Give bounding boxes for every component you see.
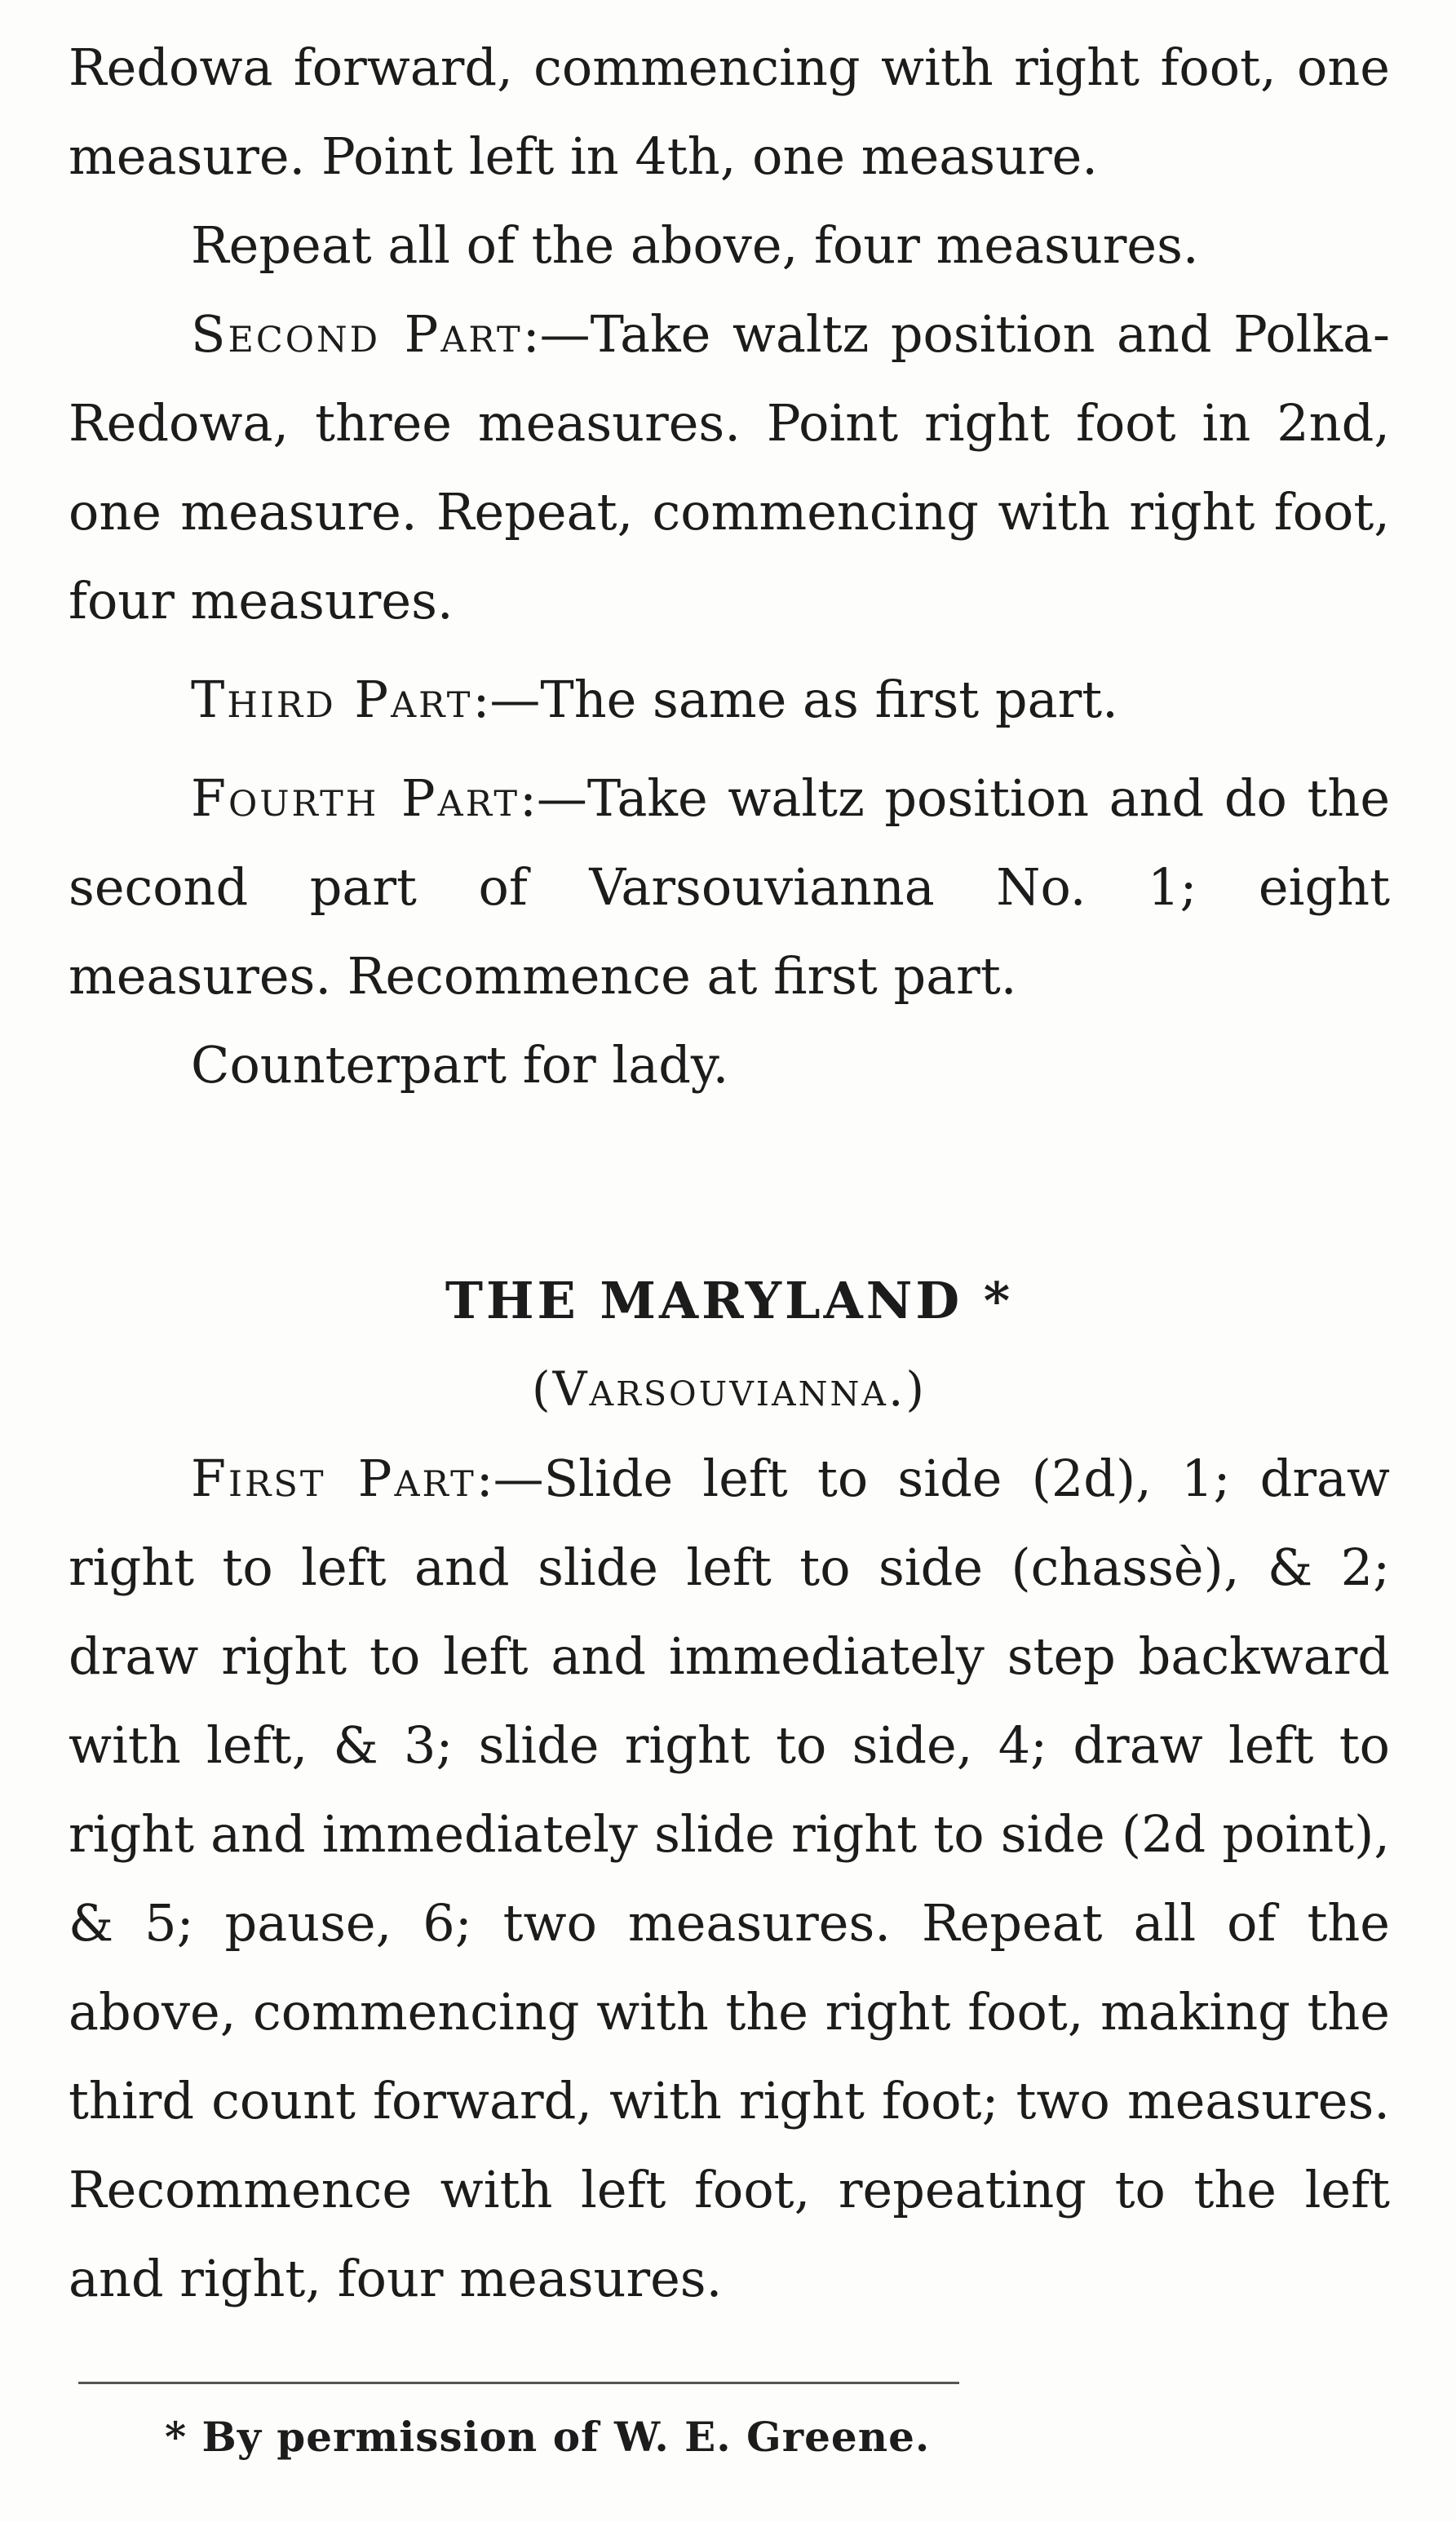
- first-part-label: First Part: [191, 1449, 476, 1508]
- document-page: [69, 23, 1390, 2474]
- third-part-text: :—The same as first part.: [472, 670, 1118, 729]
- third-part-paragraph: [69, 655, 1390, 744]
- section-subtitle: (Varsouvianna.): [531, 1361, 927, 1417]
- second-part-label: Second Part: [191, 304, 523, 364]
- counterpart-text: Counterpart for lady.: [191, 1035, 729, 1095]
- fourth-part-text: :—Take waltz position and do the second part of Varsouvianna No. 1; eight measures. Recommence at first part.: [69, 768, 1391, 1006]
- section-title: THE MARYLAND *: [445, 1271, 1014, 1330]
- first-part-text: :—Slide left to side (2d), 1; draw right to left and slide left to side (chassè), & 2; draw right to left and immediately step backward with left, & 3; slide right to side, 4; draw left to right and immediately slide right to side (2d point), & 5; pause, 6; two measures. Repeat all of the above, commencing with the right foot, making the third count forward, with right foot; two measures. Recommence with left foot, repeating to the left and right, four measures.: [69, 1449, 1390, 2308]
- intro-text: Redowa forward, commencing with right foot, one measure. Point left in 4th, one measure.: [69, 38, 1390, 186]
- third-part-label: Third Part: [191, 670, 473, 729]
- fourth-part-paragraph: [69, 754, 1390, 1020]
- footnote-divider: [78, 2382, 959, 2384]
- fourth-part-label: Fourth Part: [191, 768, 520, 828]
- intro-paragraph: [69, 23, 1390, 201]
- second-part-text: :—Take waltz position and Polka-Redowa, three measures. Point right foot in 2nd, one measure. Repeat, commencing with right foot, four measures.: [69, 304, 1390, 630]
- first-part-paragraph: [69, 1434, 1390, 2323]
- repeat-text: Repeat all of the above, four measures.: [191, 215, 1199, 275]
- repeat-paragraph: [69, 201, 1390, 290]
- footnote: * By permission of W. E. Greene.: [165, 2413, 931, 2461]
- second-part-paragraph: [69, 290, 1390, 645]
- counterpart-paragraph: [69, 1020, 1390, 1109]
